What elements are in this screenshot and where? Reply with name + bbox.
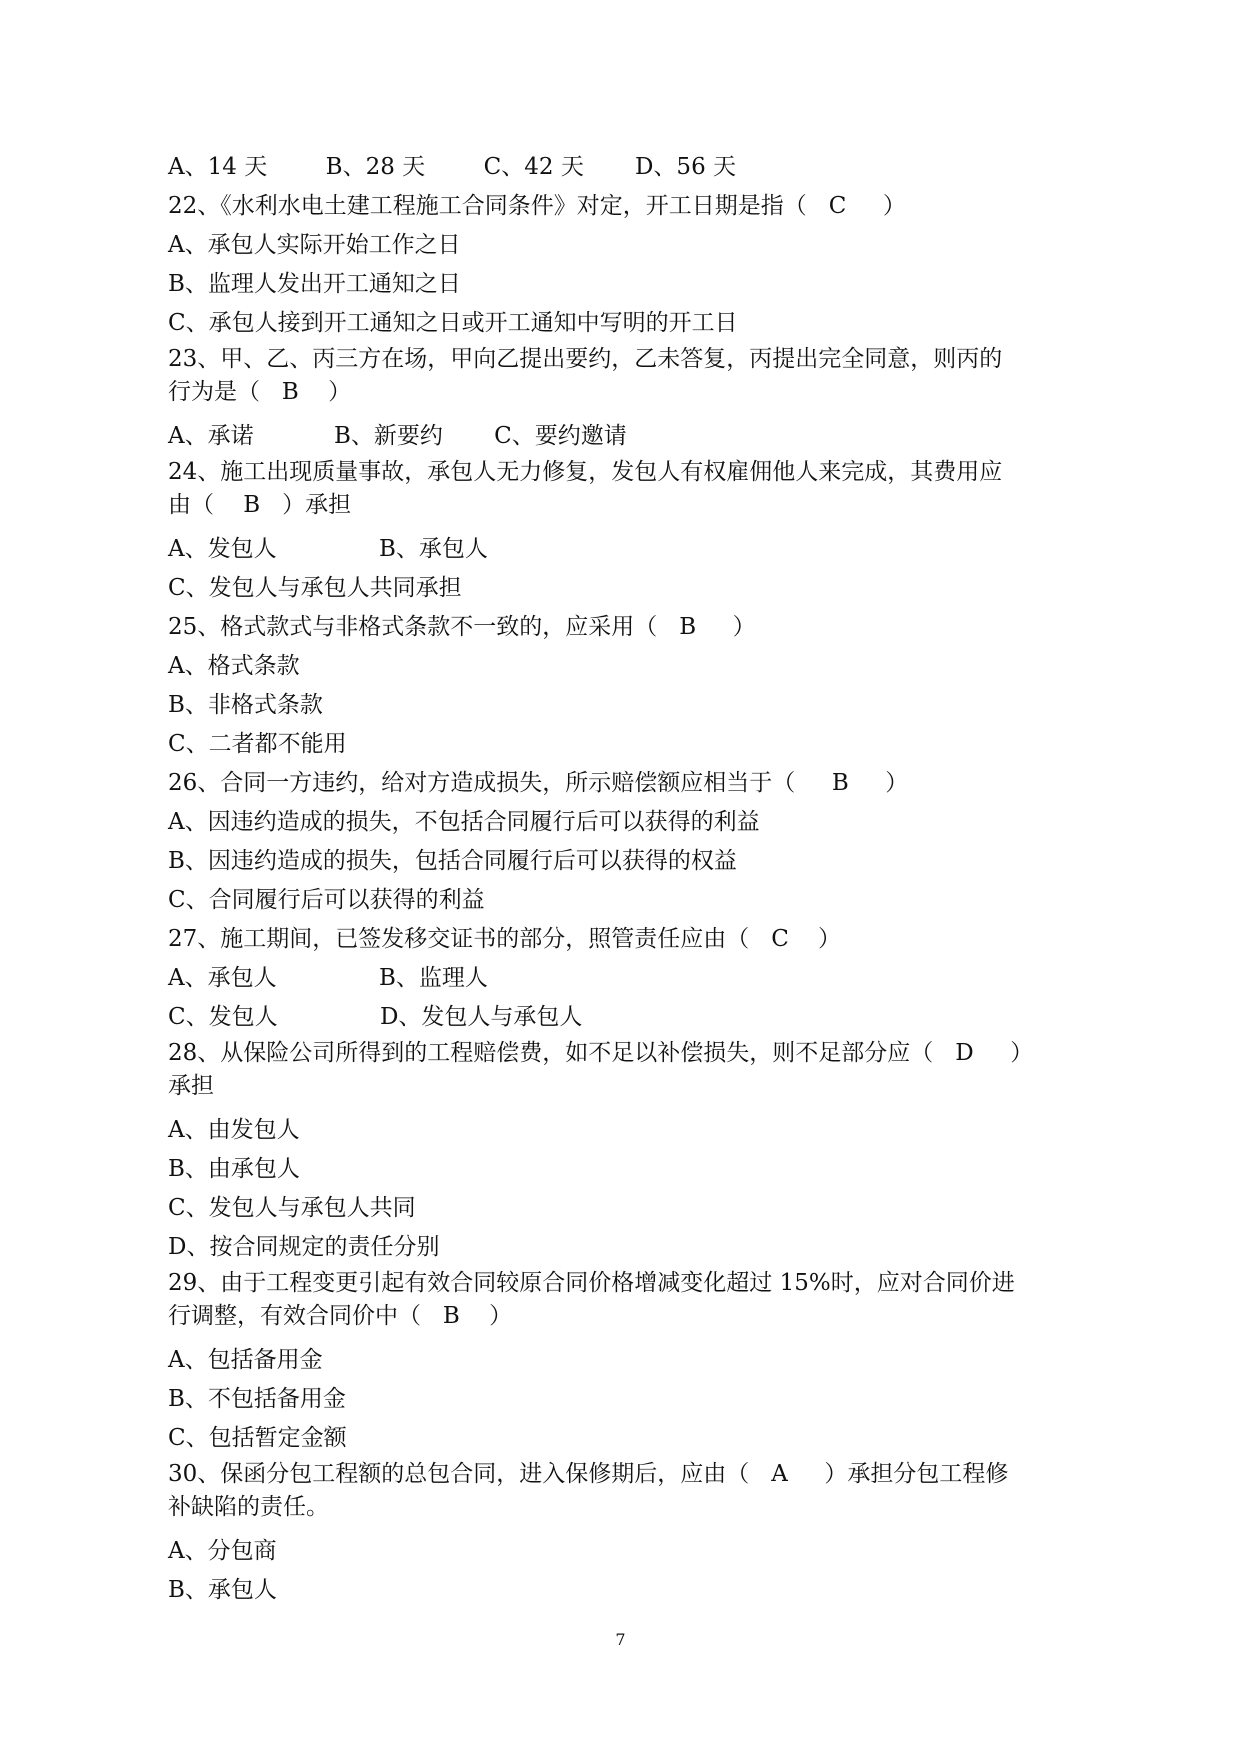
option-line: A、承包人 B、监理人 [168,965,488,991]
option-line: B、承包人 [168,1577,277,1603]
question-24: 24、施工出现质量事故，承包人无力修复，发包人有权雇佣他人来完成，其费用应 [168,459,1003,485]
question-27: 27、施工期间，已签发移交证书的部分，照管责任应由（ C ） [168,926,842,952]
option-line: B、不包括备用金 [168,1386,346,1412]
option-line: D、按合同规定的责任分别 [168,1234,440,1260]
option-line: C、发包人 D、发包人与承包人 [168,1004,583,1030]
text-line: A、14 天 B、28 天 C、42 天 D、56 天 [168,154,737,180]
document-body [168,148,1088,1610]
option-line: C、承包人接到开工通知之日或开工通知中写明的开工日 [168,310,738,336]
option-line: A、发包人 B、承包人 [168,536,488,562]
question-29: 29、由于工程变更引起有效合同较原合同价格增减变化超过 15%时，应对合同价进 [168,1270,1015,1296]
question-24-continued: 由（ B ）承担 [168,492,352,518]
option-line: A、格式条款 [168,653,300,679]
option-line: C、发包人与承包人共同承担 [168,575,462,601]
option-line: C、包括暂定金额 [168,1425,347,1451]
option-line: C、发包人与承包人共同 [168,1195,416,1221]
option-line: A、承诺 B、新要约 C、要约邀请 [168,423,627,449]
option-line: C、二者都不能用 [168,731,347,757]
question-30: 30、保函分包工程额的总包合同，进入保修期后，应由（ A ）承担分包工程修 [168,1461,1009,1487]
question-23-continued: 行为是（ B ） [168,379,352,405]
option-line: A、分包商 [168,1538,277,1564]
question-22: 22、《水利水电土建工程施工合同条件》对定，开工日期是指（ C ） [168,193,906,219]
option-line: B、因违约造成的损失，包括合同履行后可以获得的权益 [168,848,737,874]
question-23: 23、甲、乙、丙三方在场，甲向乙提出要约，乙未答复，丙提出完全同意，则丙的 [168,346,1003,372]
question-28: 28、从保险公司所得到的工程赔偿费，如不足以补偿损失，则不足部分应（ D ） [168,1040,1034,1066]
question-30-continued: 补缺陷的责任。 [168,1494,329,1520]
option-line: B、监理人发出开工通知之日 [168,271,461,297]
option-line: B、由承包人 [168,1156,300,1182]
option-line: B、非格式条款 [168,692,323,718]
option-line: C、合同履行后可以获得的利益 [168,887,485,913]
option-line: A、承包人实际开始工作之日 [168,232,461,258]
page-number: 7 [615,1630,626,1649]
option-line: A、包括备用金 [168,1347,323,1373]
question-29-continued: 行调整，有效合同价中（ B ） [168,1303,513,1329]
option-line: A、由发包人 [168,1117,300,1143]
option-line: A、因违约造成的损失，不包括合同履行后可以获得的利益 [168,809,760,835]
question-28-continued: 承担 [168,1073,214,1099]
question-26: 26、合同一方违约，给对方造成损失，所示赔偿额应相当于（ B ） [168,770,909,796]
question-25: 25、格式款式与非格式条款不一致的，应采用（ B ） [168,614,756,640]
